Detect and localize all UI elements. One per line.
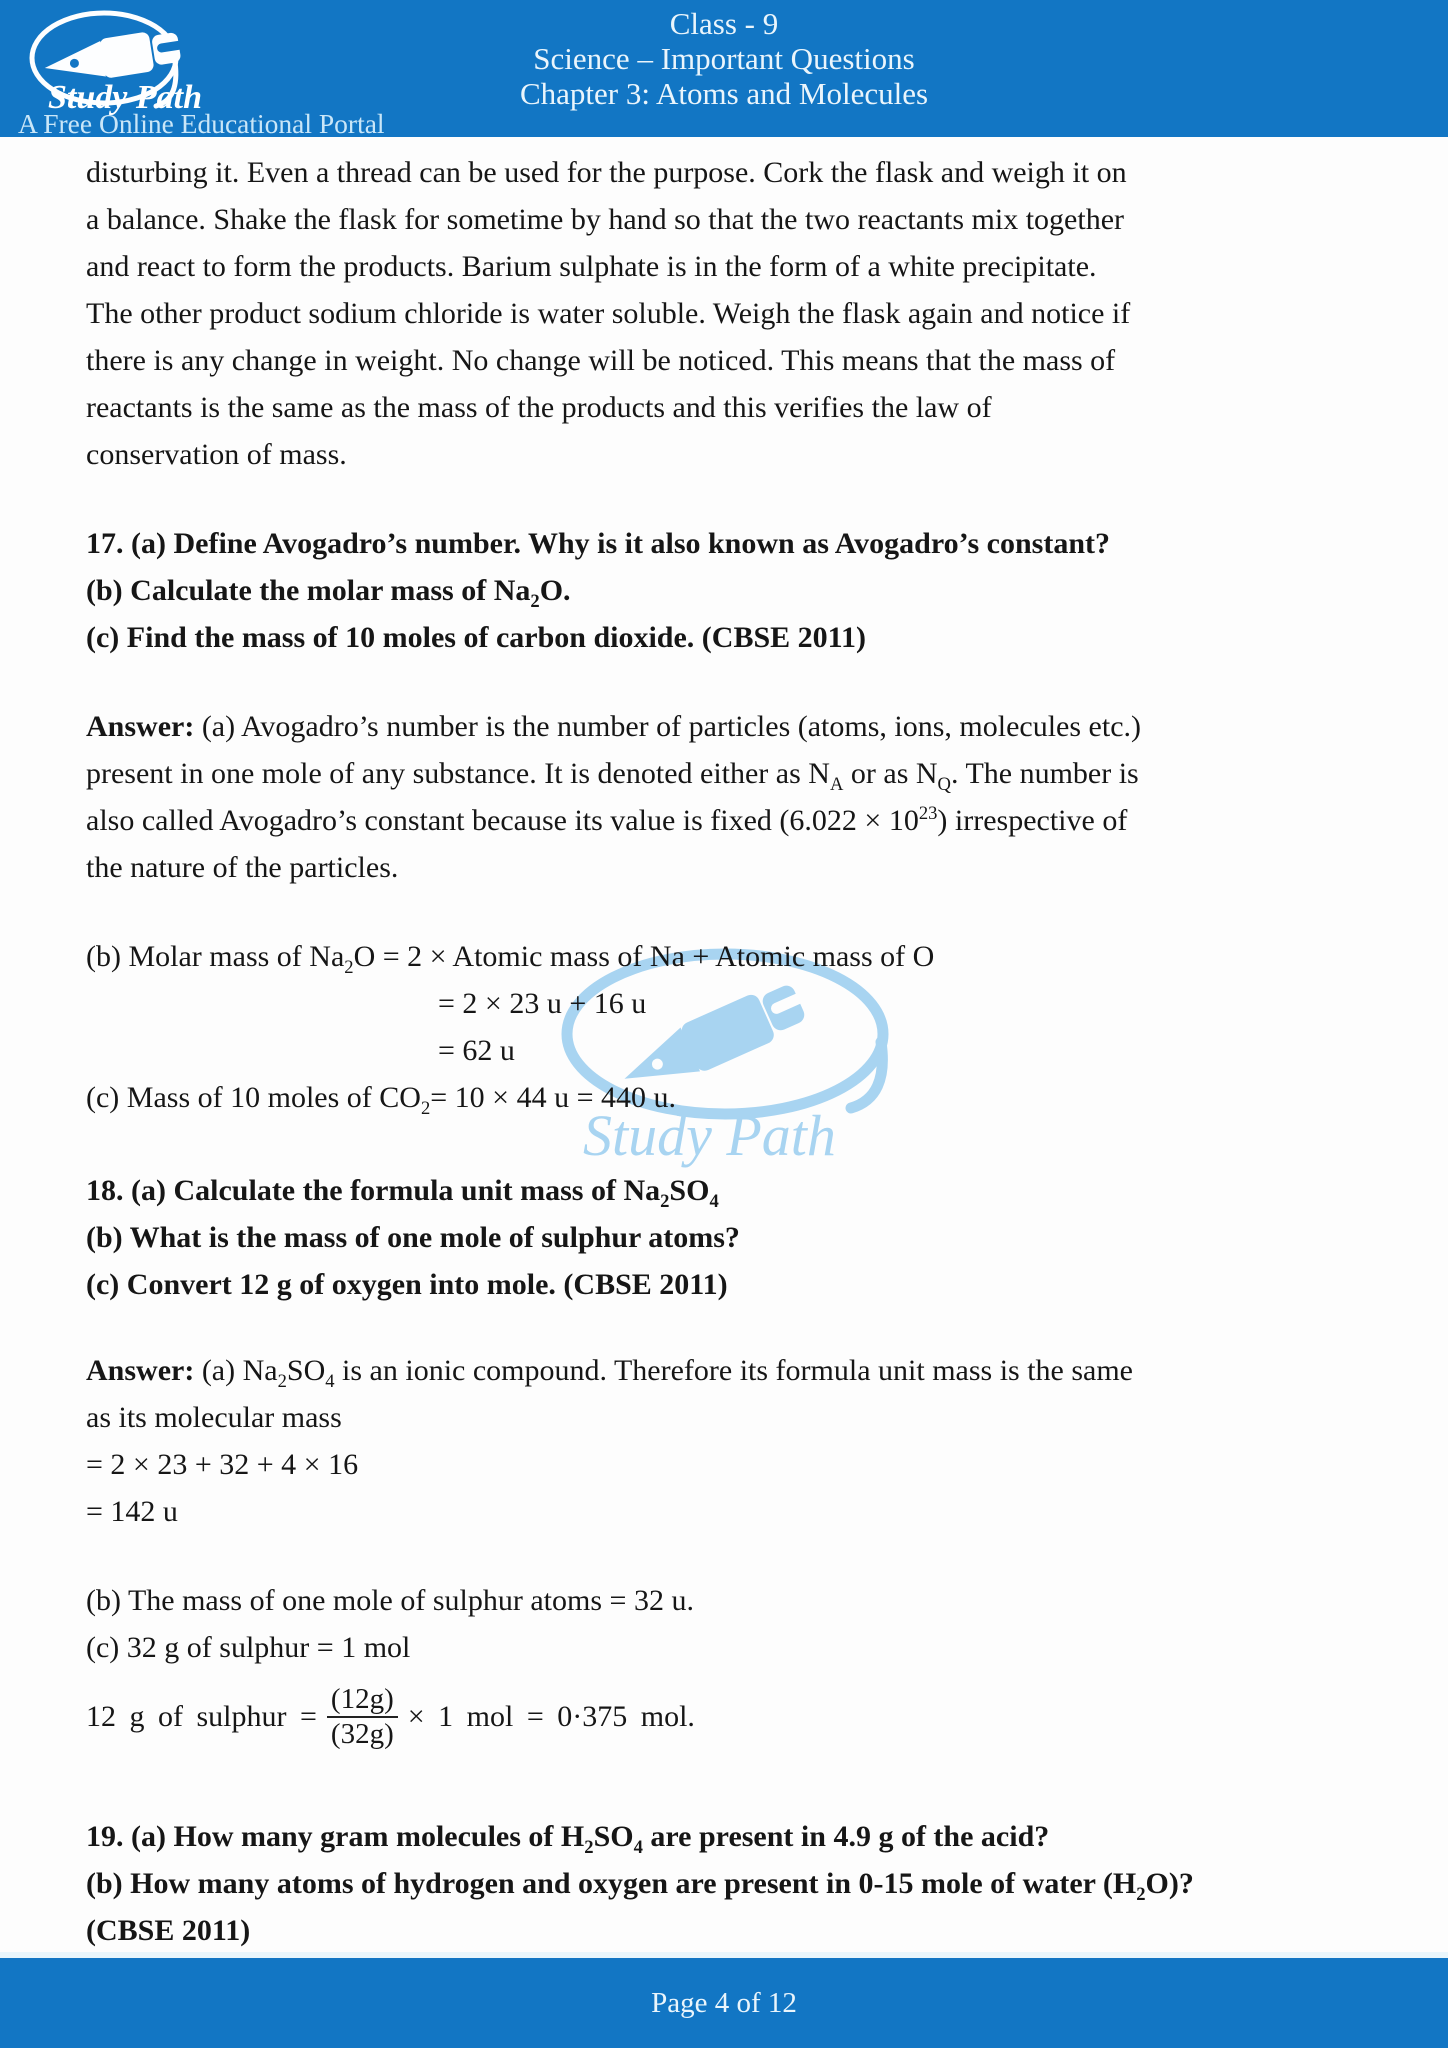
header-subject-line: Science – Important Questions [533, 41, 915, 76]
watermark-brand-text: Study Path [583, 1103, 836, 1168]
text-line: (b) The mass of one mole of sulphur atoms = 32 u. [86, 1584, 694, 1617]
text-line: (c) 32 g of sulphur = 1 mol [86, 1631, 411, 1664]
answer-18 [86, 1347, 1362, 1535]
answer-17-rest [86, 750, 1362, 891]
header-class-line: Class - 9 [669, 6, 779, 41]
answer-17b-step2: = 62 u [438, 1034, 515, 1067]
text-line: = 142 u [86, 1495, 178, 1528]
text-line: there is any change in weight. No change will be noticed. This means that the mass of [86, 344, 1116, 377]
text-line: = 2 × 23 + 32 + 4 × 16 [86, 1448, 359, 1481]
answer-17b-line: (b) Molar mass of $Na_2O = 2$ × Atomic mass of Na + Atomic mass of O [86, 940, 935, 978]
fraction-denominator: (32g) [327, 1716, 398, 1751]
text-line: disturbing it. Even a thread can be used for the purpose. Cork the flask and weigh it on [86, 156, 1127, 189]
equation-fraction [327, 1683, 398, 1752]
intro-paragraph [86, 149, 1362, 478]
logo-tagline: A Free Online Educational Portal [18, 108, 385, 137]
text-line: conservation of mass. [86, 438, 347, 471]
answer-17-first-line [86, 703, 1362, 750]
text-line: The other product sodium chloride is water soluble. Weigh the flask again and notice if [86, 297, 1131, 330]
answer-label: Answer: [86, 710, 195, 743]
page-content [0, 137, 1448, 1954]
text-line: (c) Convert 12 g of oxygen into mole. (CBSE 2011) [86, 1268, 728, 1301]
text-line: (c) Find the mass of 10 moles of carbon dioxide. (CBSE 2011) [86, 621, 866, 654]
text-line: the nature of the particles. [86, 851, 399, 884]
question-19 [86, 1813, 1362, 1954]
answer-17b-step1: = 2 × 23 u + 16 u [438, 987, 647, 1020]
answer-18-rest [86, 1394, 1362, 1535]
text-line: also called Avogadro’s constant because its value is fixed $(6.022 \times 10^{23})$ irrespective of [86, 803, 1128, 837]
answer-17-line1-text: (a) Avogadro’s number is the number of particles (atoms, ions, molecules etc.) [194, 710, 1141, 743]
answer-17c-line: (c) Mass of 10 moles of $CO_2= 10 \times 44$ u = 440 u. [86, 1081, 677, 1119]
mole-fraction-equation [86, 1673, 1362, 1761]
text-line: present in one mole of any substance. It is denoted either as $N_A$ or as $N_Q$. The number is [86, 757, 1139, 795]
text-line: 18. (a) Calculate the formula unit mass of $Na_2SO_4$ [86, 1174, 719, 1212]
header-chapter-line: Chapter 3: Atoms and Molecules [519, 76, 929, 111]
answer-18-parts-bc [86, 1577, 1362, 1671]
text-line: (b) Calculate the molar mass of $Na_2O$. [86, 574, 571, 612]
equation-lhs: 12 g of sulphur = [86, 1700, 317, 1733]
answer-18-first-line [86, 1347, 1362, 1394]
text-line: reactants is the same as the mass of the products and this verifies the law of [86, 391, 992, 424]
answer-17 [86, 703, 1362, 891]
text-line: (b) How many atoms of hydrogen and oxygen are present in 0-15 mole of water $(H_2O)$? [86, 1867, 1194, 1905]
text-line: (CBSE 2011) [86, 1914, 251, 1947]
page-footer [0, 1952, 1448, 2048]
text-line: a balance. Shake the flask for sometime by hand so that the two reactants mix together [86, 203, 1125, 236]
page-header [0, 0, 1448, 137]
text-line: as its molecular mass [86, 1401, 342, 1434]
header-titles [0, 6, 1448, 111]
answer-17-parts-bc [86, 933, 1362, 1121]
page-number: Page 4 of 12 [651, 1987, 797, 2019]
answer-label: Answer: [86, 1354, 195, 1387]
text-line: and react to form the products. Barium sulphate is in the form of a white precipitate. [86, 250, 1097, 283]
question-18 [86, 1167, 1362, 1308]
question-17 [86, 520, 1362, 661]
text-line: 19. (a) How many gram molecules of $H_2SO_4$ are present in 4.9 g of the acid? [86, 1820, 1050, 1858]
equation-rhs: × 1 mol = 0·375 mol. [407, 1700, 695, 1733]
fraction-numerator: (12g) [330, 1682, 394, 1715]
text-line: 17. (a) Define Avogadro’s number. Why is it also known as Avogadro’s constant? [86, 527, 1111, 560]
answer-18-line1-text: (a) $Na_2SO_4$ is an ionic compound. Therefore its formula unit mass is the same [194, 1354, 1133, 1392]
logo-brand-text: Study Path [48, 79, 202, 116]
text-line: (b) What is the mass of one mole of sulphur atoms? [86, 1221, 740, 1254]
